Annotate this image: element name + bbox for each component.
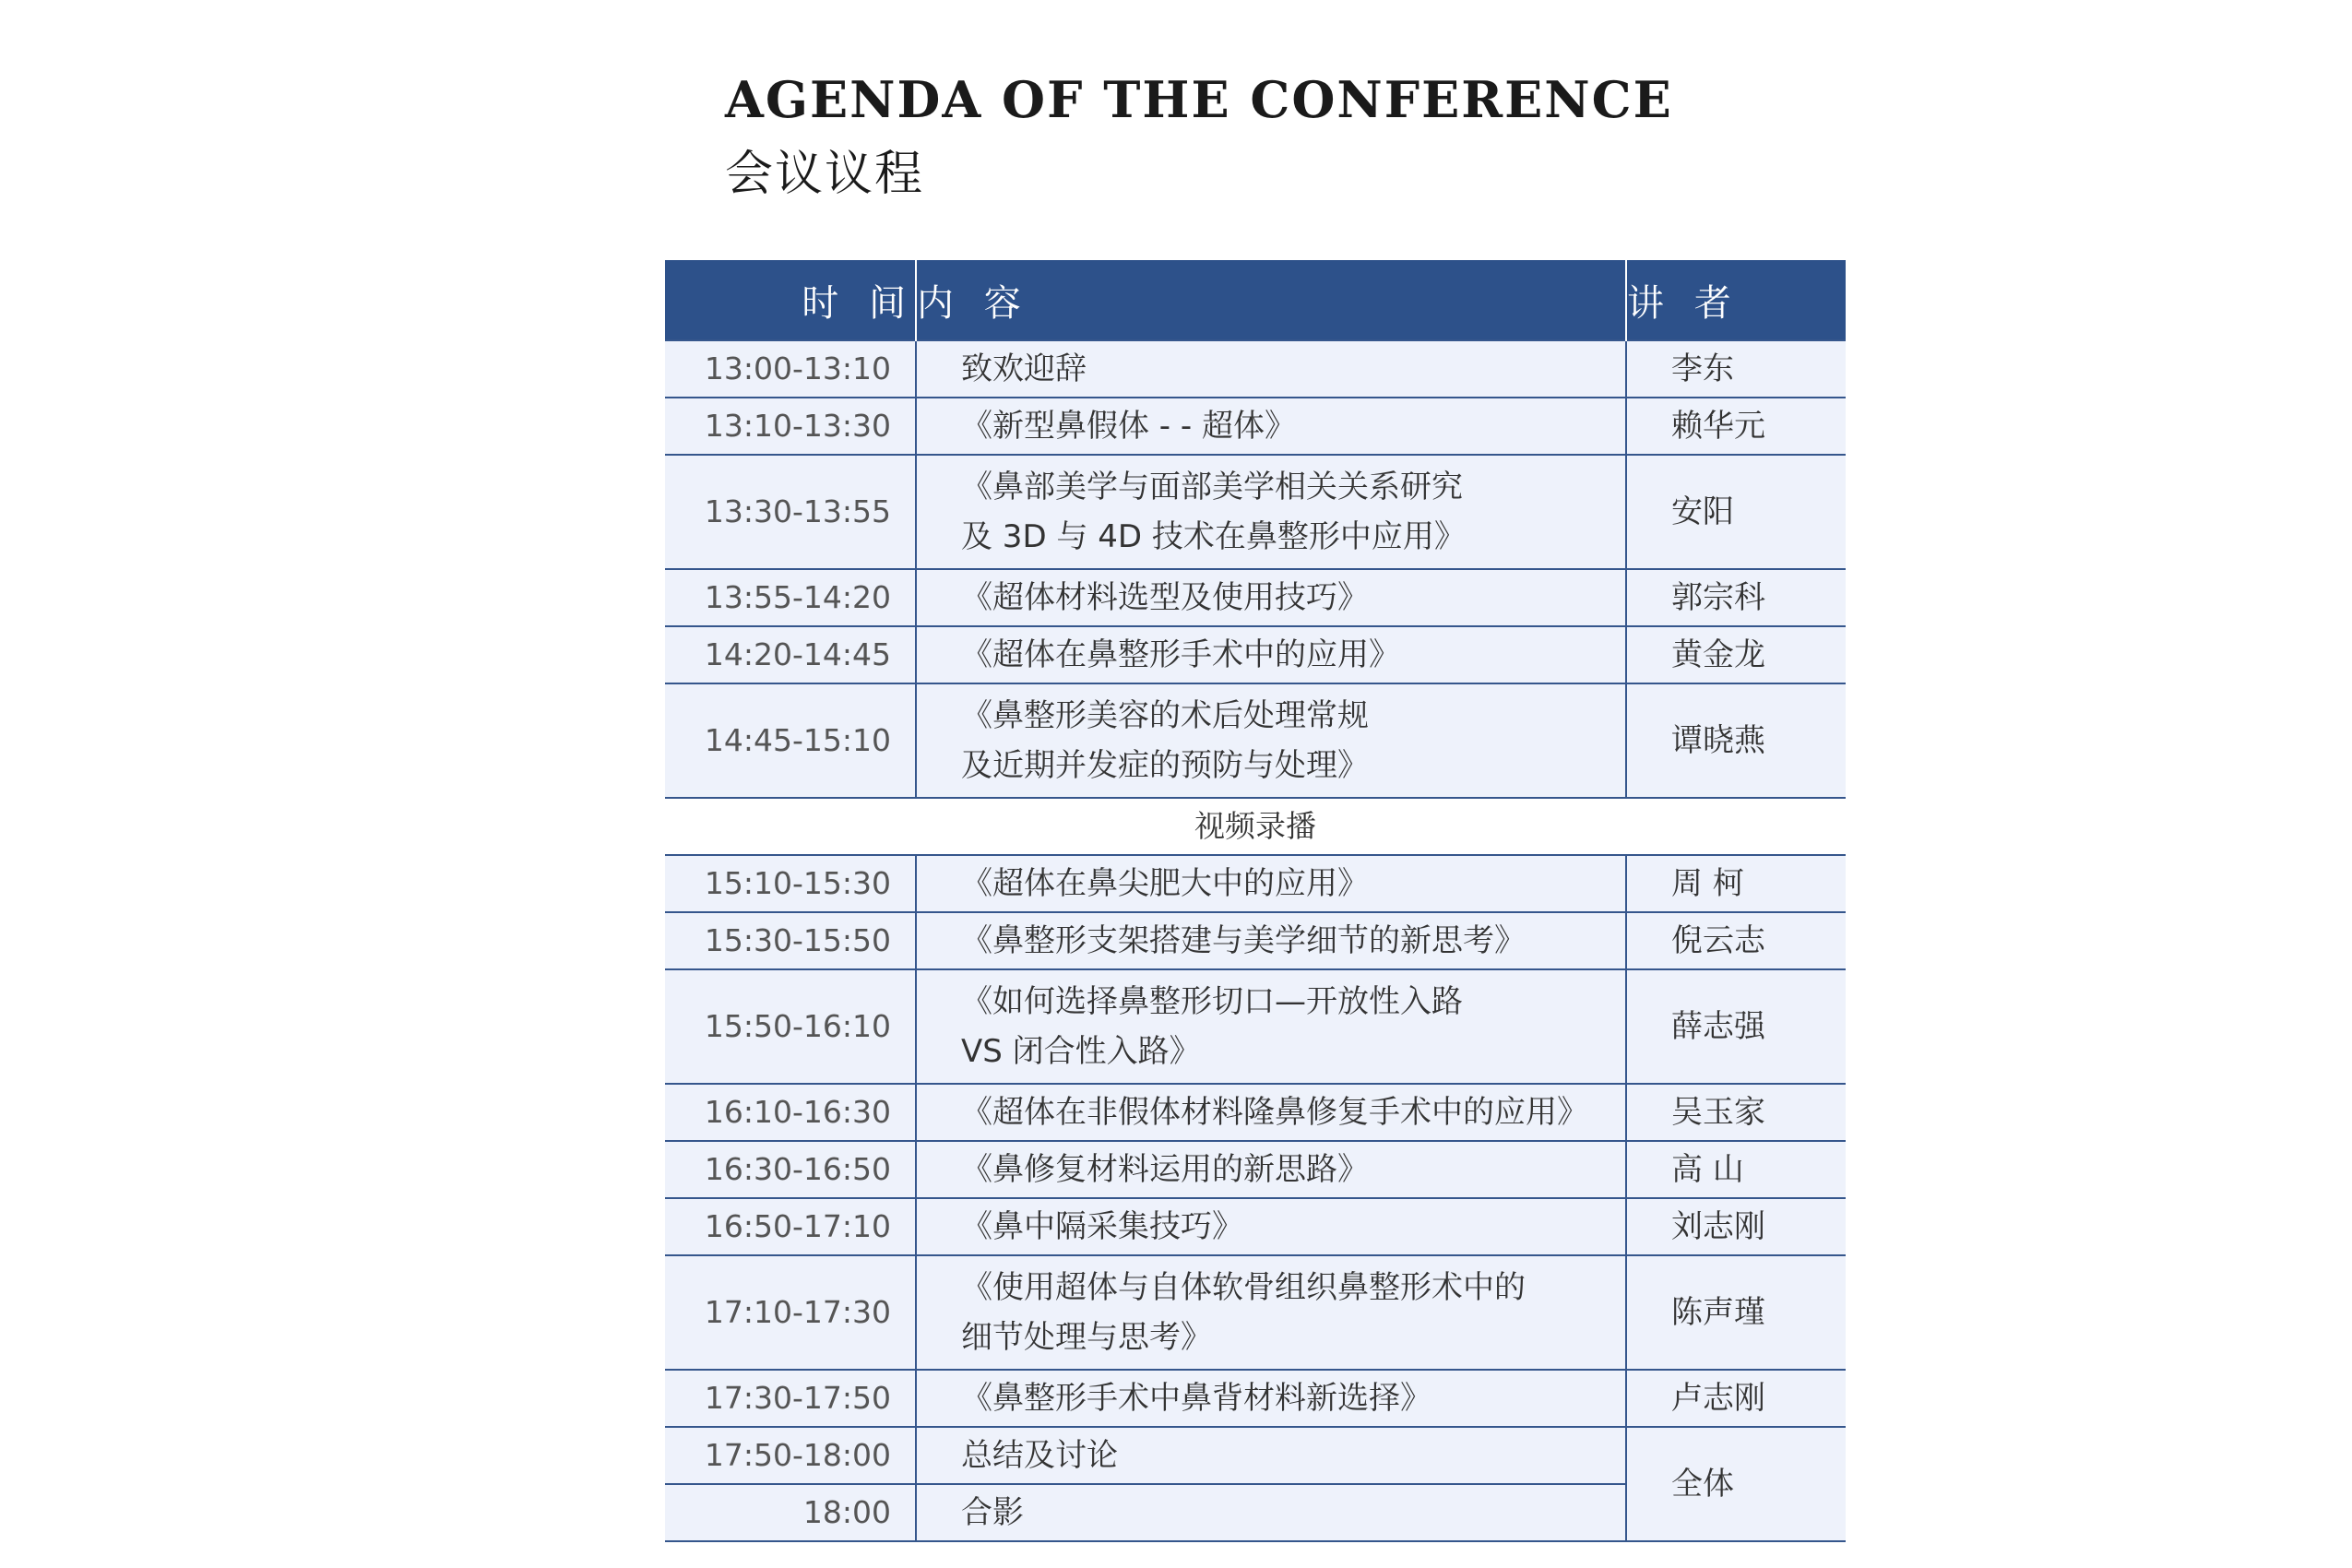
table-row <box>665 912 1846 969</box>
row-time: 14:45-15:10 <box>665 683 916 798</box>
row-speaker: 薛志强 <box>1626 969 1846 1084</box>
table-row <box>665 1370 1846 1427</box>
row-time: 13:30-13:55 <box>665 455 916 569</box>
row-time: 16:50-17:10 <box>665 1198 916 1255</box>
header-speaker: 讲 者 <box>1626 260 1846 340</box>
row-speaker: 倪云志 <box>1626 912 1846 969</box>
row-speaker: 卢志刚 <box>1626 1370 1846 1427</box>
row-content: 《鼻整形支架搭建与美学细节的新思考》 <box>916 912 1626 969</box>
row-time: 13:10-13:30 <box>665 398 916 455</box>
row-content: 《超体在鼻尖肥大中的应用》 <box>916 855 1626 912</box>
break-row <box>665 798 1846 855</box>
table-row <box>665 398 1846 455</box>
row-time: 15:30-15:50 <box>665 912 916 969</box>
row-content: 《鼻整形手术中鼻背材料新选择》 <box>916 1370 1626 1427</box>
table-row <box>665 569 1846 626</box>
row-time: 15:50-16:10 <box>665 969 916 1084</box>
table-row <box>665 969 1846 1084</box>
row-content: 《鼻整形美容的术后处理常规 及近期并发症的预防与处理》 <box>916 683 1626 798</box>
table-row <box>665 1084 1846 1141</box>
row-speaker: 郭宗科 <box>1626 569 1846 626</box>
row-content: 总结及讨论 <box>916 1427 1626 1484</box>
title-english: AGENDA OF THE CONFERENCE <box>725 70 1673 129</box>
row-time: 18:00 <box>665 1484 916 1541</box>
table-row <box>665 340 1846 398</box>
row-content: 《超体材料选型及使用技巧》 <box>916 569 1626 626</box>
row-content: 合影 <box>916 1484 1626 1541</box>
agenda-table <box>665 260 1846 1542</box>
table-row <box>665 683 1846 798</box>
row-speaker: 全体 <box>1626 1427 1846 1541</box>
table-row <box>665 1255 1846 1370</box>
row-time: 13:55-14:20 <box>665 569 916 626</box>
title-chinese: 会议议程 <box>725 147 925 202</box>
break-label: 视频录播 <box>665 798 1846 855</box>
table-row <box>665 855 1846 912</box>
row-content: 《鼻部美学与面部美学相关关系研究 及 3D 与 4D 技术在鼻整形中应用》 <box>916 455 1626 569</box>
table-row <box>665 1198 1846 1255</box>
table-row <box>665 1427 1846 1484</box>
row-speaker: 陈声瑾 <box>1626 1255 1846 1370</box>
row-content: 《新型鼻假体 - - 超体》 <box>916 398 1626 455</box>
table-row <box>665 626 1846 683</box>
row-time: 17:50-18:00 <box>665 1427 916 1484</box>
row-content: 《如何选择鼻整形切口—开放性入路 VS 闭合性入路》 <box>916 969 1626 1084</box>
row-content: 《超体在鼻整形手术中的应用》 <box>916 626 1626 683</box>
row-speaker: 谭晓燕 <box>1626 683 1846 798</box>
row-content: 致欢迎辞 <box>916 340 1626 398</box>
row-speaker: 周 柯 <box>1626 855 1846 912</box>
row-speaker: 李东 <box>1626 340 1846 398</box>
row-speaker: 安阳 <box>1626 455 1846 569</box>
header-time: 时 间 <box>665 260 916 340</box>
row-speaker: 高 山 <box>1626 1141 1846 1198</box>
table-row <box>665 1141 1846 1198</box>
row-content: 《鼻中隔采集技巧》 <box>916 1198 1626 1255</box>
table-row <box>665 455 1846 569</box>
row-speaker: 刘志刚 <box>1626 1198 1846 1255</box>
row-speaker: 黄金龙 <box>1626 626 1846 683</box>
row-content: 《超体在非假体材料隆鼻修复手术中的应用》 <box>916 1084 1626 1141</box>
row-speaker: 吴玉家 <box>1626 1084 1846 1141</box>
row-time: 16:10-16:30 <box>665 1084 916 1141</box>
row-time: 16:30-16:50 <box>665 1141 916 1198</box>
table-header-row <box>665 260 1846 340</box>
header-content: 内 容 <box>916 260 1626 340</box>
row-time: 13:00-13:10 <box>665 340 916 398</box>
row-time: 15:10-15:30 <box>665 855 916 912</box>
row-time: 14:20-14:45 <box>665 626 916 683</box>
row-content: 《使用超体与自体软骨组织鼻整形术中的 细节处理与思考》 <box>916 1255 1626 1370</box>
row-speaker: 赖华元 <box>1626 398 1846 455</box>
row-time: 17:30-17:50 <box>665 1370 916 1427</box>
row-content: 《鼻修复材料运用的新思路》 <box>916 1141 1626 1198</box>
row-time: 17:10-17:30 <box>665 1255 916 1370</box>
